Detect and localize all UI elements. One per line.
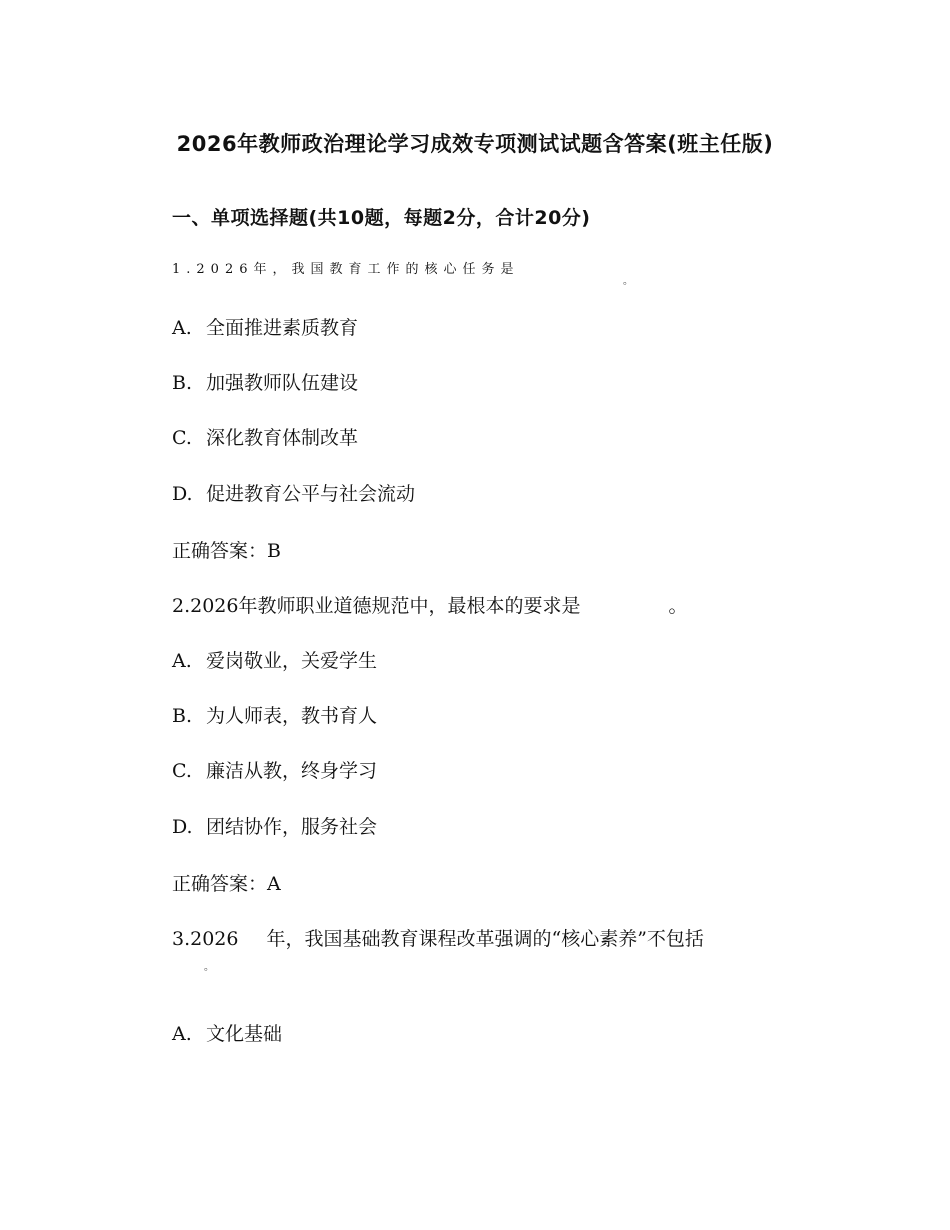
option-letter: A. [172, 650, 192, 672]
option-c [172, 423, 358, 450]
option-letter: D. [172, 483, 193, 505]
option-b [172, 701, 377, 728]
option-text: 文化基础 [206, 1023, 283, 1045]
option-c [172, 756, 377, 783]
option-letter: D. [172, 816, 193, 838]
answer-line: 正确答案：A [172, 873, 281, 895]
option-a [172, 1019, 282, 1046]
question-stem-text: 年，我国基础教育课程改革强调的“核心素养”不包括 [266, 928, 704, 950]
question-end-mark: 。 [623, 276, 633, 287]
option-letter: A. [172, 317, 192, 339]
option-letter: B. [172, 372, 193, 394]
option-text: 爱岗敬业，关爱学生 [206, 650, 378, 672]
question-stem [172, 924, 704, 951]
option-a [172, 646, 377, 673]
option-text: 全面推进素质教育 [206, 317, 359, 339]
option-d [172, 812, 377, 839]
option-letter: C. [172, 427, 192, 449]
section-heading: 一、单项选择题(共10题，每题2分，合计20分) [172, 207, 591, 229]
option-text: 加强教师队伍建设 [206, 372, 359, 394]
option-text: 廉洁从教，终身学习 [206, 760, 378, 782]
option-a [172, 313, 358, 340]
question-stem-text: 2.2026年教师职业道德规范中，最根本的要求是 [172, 595, 581, 617]
document-title: 2026年教师政治理论学习成效专项测试试题含答案(班主任版) [176, 132, 774, 156]
option-text: 为人师表，教书育人 [206, 705, 378, 727]
option-text: 团结协作，服务社会 [206, 816, 378, 838]
option-letter: B. [172, 705, 193, 727]
question-stem [172, 591, 688, 618]
option-letter: C. [172, 760, 192, 782]
question-stem-number: 3.2026 [172, 928, 239, 950]
option-b [172, 368, 358, 395]
option-letter: A. [172, 1023, 192, 1045]
option-text: 促进教育公平与社会流动 [206, 483, 416, 505]
answer-line: 正确答案：B [172, 540, 281, 562]
question-end-mark: 。 [204, 962, 214, 973]
question-end-mark: 。 [668, 595, 688, 617]
question-stem: 1.2026年，我国教育工作的核心任务是 [172, 262, 520, 277]
option-d [172, 479, 415, 506]
option-text: 深化教育体制改革 [206, 427, 359, 449]
